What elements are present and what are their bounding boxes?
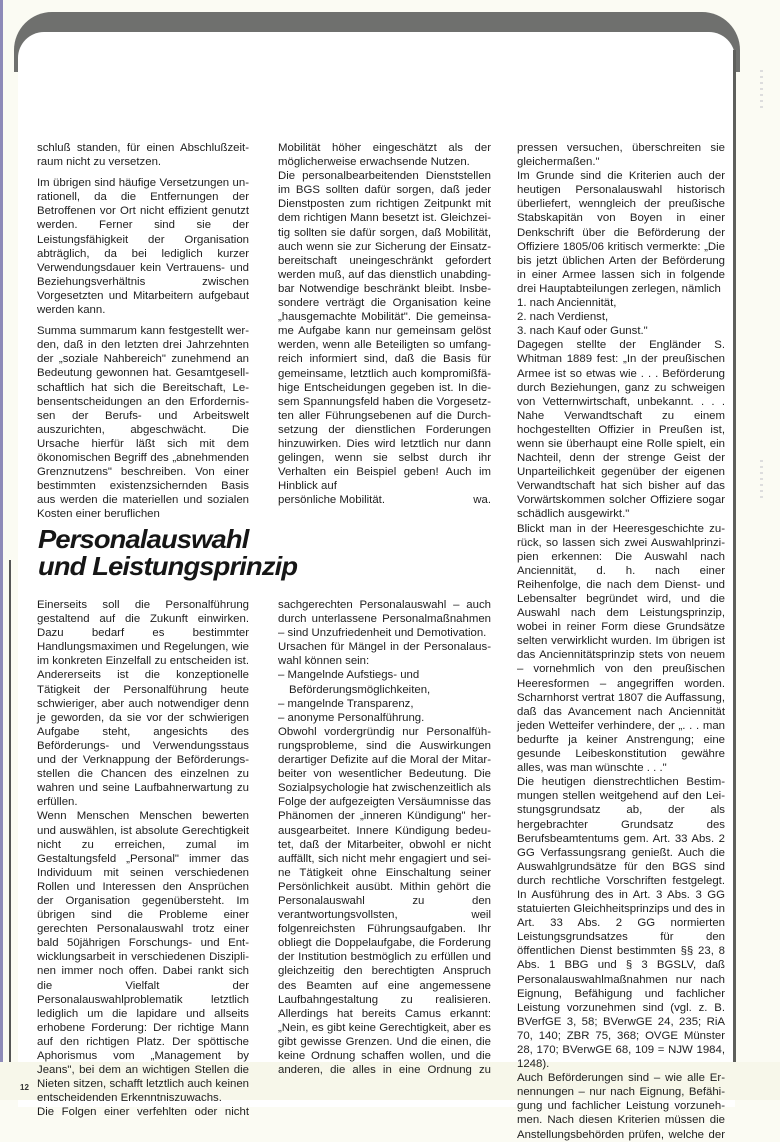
paragraph: Die Folgen einer verfehlten oder nicht [37, 1106, 249, 1119]
paragraph: Auch Beförderungen sind – wie alle Ernennungen – nur nach Eignung, Befähigung und fachlicher Leistung vorzunehmen. Nach diesen Kriterien müssen die Anstellungsbehörden prüfen, welche der [517, 1072, 725, 1141]
paragraph: schluß standen, für einen Abschlußzeitraum nicht zu versetzen. [37, 142, 249, 169]
list-item: – mangelnde Transparenz, [278, 697, 414, 710]
author-initials: wa. [473, 494, 491, 507]
headline-line-2: und Leistungsprinzip [38, 551, 298, 581]
paragraph: Im übrigen sind häufige Versetzungen unrationell, da die Entfernungen der Betroffenen vor Ort nicht effizient genutzt werden. Ferner sind sie der Leistungsfähigkeit der Organisation abträglich, da bei lediglich kurzer Verwendungsdauer kein Vertrauens- und Beziehungsverhältnis zwischen Vorgesetzten und Mitarbeitern aufgebaut werden kann. [37, 177, 249, 317]
paragraph: Summa summarum kann festgestellt werden, daß in den letzten drei Jahrzehnten der „soziale Nahbereich" zunehmend an Bedeutung gewonnen hat. Gesamtgesellschaftlich hat sich die Bereitschaft, Lebensentscheidungen an den Erfordernissen der Berufs- und Arbeitswelt auszurichten, abgeschwächt. Die Ursache hierfür läßt sich mit dem ökonomischen Begriff des „abnehmenden Grenznutzens" beschreiben. Von einer bestimmten existenzsichernden Basis aus werden die materiellen und sozialen Kosten einer beruflichen [37, 325, 249, 521]
page-frame-right-rule [733, 50, 736, 1065]
paragraph: Einerseits soll die Personalführung gestaltend auf die Zukunft einwirken. Dazu bedarf es bestimmter Handlungsmaximen und Regelungen, wie im konkreten Einzelfall zu entscheiden ist. Andererseits ist die konzeptionelle Tätigkeit der Personalführung heute schwieriger, aber auch notwendiger denn je geworden, da sie vor der schwierigen Aufgabe steht, angesichts des Beförderungs- und Verwendungsstaus und der Verknappung der Beförderungsstellen die Chancen des einzelnen zu wahren und seine Laufbahnerwartung zu erfüllen. [37, 599, 249, 809]
right-column [517, 141, 725, 1142]
scan-edge [0, 0, 3, 1100]
headline-line-1: Personalauswahl [38, 524, 249, 554]
article-column-2 [278, 598, 491, 1077]
list-item: – anonyme Personalführung. [278, 711, 425, 724]
scan-artifact [760, 70, 763, 110]
paragraph: sachgerechten Personalauswahl – auch durch unterlassene Personalmaßnahmen – sind Unzufriedenheit und Demotivation. [278, 599, 491, 640]
list-item: – Mangelnde Aufstiegs- und Beförderungsmöglichkeiten, [278, 669, 431, 696]
closing-text: persönliche Mobilität. [278, 494, 385, 507]
paragraph: Die personalbearbeitenden Dienststellen im BGS sollten dafür sorgen, daß jeder Dienstposten zum richtigen Zeitpunkt mit dem richtigen Mann besetzt ist. Gleichzeitig sollten sie dafür sorgen, daß Mobilität, auch wenn sie zur Sicherung der Einsatzbereitschaft uneingeschränkt gefordert werden muß, auf das dienstlich unabdingbar Notwendige beschränkt bleibt. Insbesondere verträgt die Organisation keine „hausgemachte Mobilität". Die gemeinsame Aufgabe kann nur gemeinsam gelöst werden, wenn alle Beteiligten so umfangreich informiert sind, daß die Basis für gemeinsame, letztlich auch kompromißfähige Entscheidungen gegeben ist. In diesem Spannungsfeld haben die Vorgesetzten aller Führungsebenen auf die Durchsetzung der dienstlichen Forderungen hinzuwirken. Dies wird letztlich nur dann gelingen, wenn sie selbst durch ihr Verhalten ein Beispiel geben! Auch im Hinblick auf [278, 170, 491, 493]
list-intro: Ursachen für Mängel in der Personalauswahl können sein: [278, 641, 491, 668]
article-headline [38, 526, 297, 580]
paragraph: Dagegen stellte der Engländer S. Whitman 1889 fest: „In der preußischen Armee ist so etwas wie . . . Beförderung durch Beziehungen, ganz zu schweigen von Vetternwirtschaft, unbekannt. . . . Nahe Verwandtschaft zu einem hochgestellten Offizier in Preußen ist, wenn sie überhaupt eine Rolle spielt, ein Nachteil, denn der strenge Geist der Unparteilichkeit gegenüber der eigenen Verwandtschaft hat sich bisher auf das Vorwärtskommen solcher Offiziere sogar schädlich ausgewirkt." [517, 339, 725, 521]
paragraph: Obwohl vordergründig nur Personalführungsprobleme, sind die Auswirkungen derartiger Defizite auf die Moral der Mitarbeiter von wesentlicher Bedeutung. Die Sozialpsychologie hat zwischenzeitlich als Folge der aufgezeigten Versäumnisse das Phänomen der „inneren Kündigung" herausgearbeitet. Innere Kündigung bedeutet, daß der Mitarbeiter, obwohl er nicht auffällt, sich nicht mehr engagiert und seine Tätigkeit ohne Einschaltung seiner Persönlichkeit ausübt. Mithin gehört die Personalauswahl zu den verantwortungsvollsten, weil folgenreichsten Führungsaufgaben. Ihr obliegt die Doppelaufgabe, die Forderung der Institution bestmöglich zu erfüllen und gleichzeitig den berechtigten Anspruch des Beamten auf eine angemessene Laufbahngestaltung zu realisieren. Allerdings hat bereits Camus erkannt: „Nein, es gibt keine Gerechtigkeit, aber es gibt gewisse Grenzen. Und die einen, die keine Ordnung schaffen wollen, und die anderen, die alles in eine Ordnung zu [278, 725, 491, 1077]
list-item: 1. nach Anciennität, [517, 297, 617, 310]
paragraph: pressen versuchen, überschreiten sie gleichermaßen." [517, 142, 725, 169]
article-column-1 [37, 598, 249, 1119]
page-frame-left-rule [9, 560, 11, 1065]
top-column-1 [37, 141, 249, 521]
list-item: 3. nach Kauf oder Gunst." [517, 325, 648, 338]
paragraph: Blickt man in der Heeresgeschichte zurück, so lassen sich zwei Auswahlprinzipien erkennen: Die Auswahl nach Anciennität, d. h. nach einer Reihenfolge, die nach dem Dienst- und Lebensalter begründet wird, und die Auswahl nach dem Leistungsprinzip, wobei in reiner Form diese Grundsätze selten verwirklicht wurden. Im übrigen ist das Anciennitätsprinzip stets von neuem – vornehmlich von den preußischen Heeresformen – angegriffen worden. Scharnhorst vertrat 1807 die Auffassung, daß das Avancement nach Anciennität jeden Wetteifer verhindere, der „. . . man bedurfte ja keiner Anstrengung; eine gesunde Leibeskonstitution gewähre alles, was man wünschte . . ." [517, 522, 725, 775]
paragraph: Mobilität höher eingeschätzt als der möglicherweise erwachsende Nutzen. [278, 142, 491, 169]
page-number: 12 [20, 1083, 29, 1092]
paragraph: Im Grunde sind die Kriterien auch der heutigen Personalauswahl historisch überliefert, wenngleich der preußische Stabskapitän von Boyen in einer Denkschrift über die Beförderung der Offiziere 1805/06 kritisch vermerkte: „Die bis jetzt üblichen Arten der Beförderung in einer Armee lassen sich in folgende drei Hauptabteilungen zerlegen, nämlich [517, 170, 725, 295]
paragraph: Wenn Menschen Menschen bewerten und auswählen, ist absolute Gerechtigkeit nicht zu erreichen, zumal im Gestaltungsfeld „Personal" immer das Individuum mit seinen verschiedenen Rollen und Interessen den Ansprüchen der Organisation gegenübersteht. Im übrigen sind die Probleme einer gerechten Personalauswahl trotz einer bald 50jährigen Forschungs- und Entwicklungsarbeit in verschiedenen Disziplinen immer noch offen. Dabei rankt sich die Vielfalt der Personalauswahlproblematik letztlich lediglich um die lapidare und allseits erhobene Forderung: Der richtige Mann auf den richtigen Platz. Der spöttische Aphorismus vom „Management by Jeans", bei dem an wichtigen Stellen die Nieten sitzen, schafft letztlich auch keinen entscheidenden Erkenntniszuwachs. [37, 810, 249, 1105]
closing-line [278, 493, 491, 507]
list-item: 2. nach Verdienst, [517, 311, 609, 324]
scan-artifact [760, 460, 763, 500]
paragraph: Die heutigen dienstrechtlichen Bestimmungen stellen weitgehend auf den Leistungsgrundsatz ab, der als hergebrachter Grundsatz des Berufsbeamtentums gem. Art. 33 Abs. 2 GG Verfassungsrang genießt. Auch die Auswahlgrundsätze für den BGS sind durch rechtliche Vorschriften festgelegt. In Ausführung des in Art. 3 Abs. 3 GG statuierten Gleichheitsprinzips und des in Art. 33 Abs. 2 GG normierten Leistungsgrundsatzes für den öffentlichen Dienst bestimmten §§ 23, 8 Abs. 1 BBG und § 3 BGSLV, daß Personalauswahlmaßnahmen nur nach Eignung, Befähigung und fachlicher Leistung vorzunehmen sind (vgl. z. B. BVerfGE 3, 58; BVerwGE 24, 235; RiA 70, 140; ZBR 75, 368; OVGE Münster 28, 170; BVerwGE 68, 109 = NJW 1984, 1248). [517, 776, 725, 1071]
top-column-2 [278, 141, 491, 507]
